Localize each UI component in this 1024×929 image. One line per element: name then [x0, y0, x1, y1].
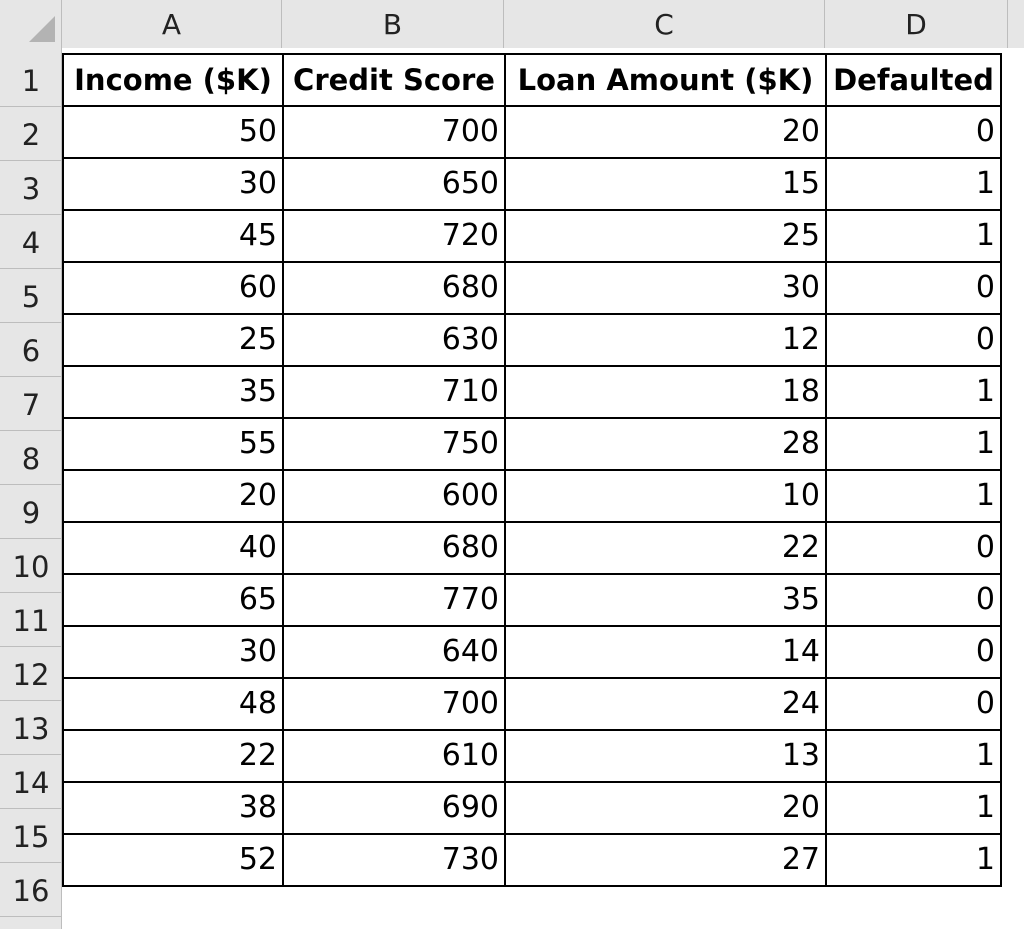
income-cell[interactable]: 48 [63, 678, 283, 730]
income-cell[interactable]: 38 [63, 782, 283, 834]
credit-score-cell[interactable]: 600 [283, 470, 505, 522]
loan-amount-cell[interactable]: 15 [505, 158, 826, 210]
row-header-4[interactable]: 4 [0, 215, 62, 269]
income-cell[interactable]: 25 [63, 314, 283, 366]
defaulted-cell[interactable]: 0 [826, 574, 1001, 626]
table-row [63, 626, 1001, 678]
credit-score-cell[interactable]: 700 [283, 106, 505, 158]
table-row [63, 730, 1001, 782]
row-header-12[interactable]: 12 [0, 647, 62, 701]
defaulted-cell[interactable]: 1 [826, 834, 1001, 886]
row-header-9[interactable]: 9 [0, 485, 62, 539]
loan-amount-cell[interactable]: 35 [505, 574, 826, 626]
table-row [63, 366, 1001, 418]
column-header-d[interactable]: D [825, 0, 1008, 48]
table-row [63, 574, 1001, 626]
loan-amount-cell[interactable]: 14 [505, 626, 826, 678]
income-cell[interactable]: 30 [63, 158, 283, 210]
credit-score-cell[interactable]: 720 [283, 210, 505, 262]
column-header-c[interactable]: C [504, 0, 825, 48]
row-header-6[interactable]: 6 [0, 323, 62, 377]
credit-score-cell[interactable]: 640 [283, 626, 505, 678]
income-cell[interactable]: 30 [63, 626, 283, 678]
column-header-b[interactable]: B [282, 0, 504, 48]
table-row [63, 522, 1001, 574]
credit-score-cell[interactable]: 710 [283, 366, 505, 418]
income-cell[interactable]: 65 [63, 574, 283, 626]
defaulted-cell[interactable]: 1 [826, 366, 1001, 418]
defaulted-cell[interactable]: 0 [826, 678, 1001, 730]
credit-score-cell[interactable]: 690 [283, 782, 505, 834]
row-header-3[interactable]: 3 [0, 161, 62, 215]
credit-score-cell[interactable]: 730 [283, 834, 505, 886]
income-cell[interactable]: 20 [63, 470, 283, 522]
row-header-16[interactable]: 16 [0, 863, 62, 917]
defaulted-cell[interactable]: 1 [826, 782, 1001, 834]
loan-amount-cell[interactable]: 30 [505, 262, 826, 314]
defaulted-cell[interactable]: 0 [826, 106, 1001, 158]
defaulted-cell[interactable]: 1 [826, 158, 1001, 210]
income-cell[interactable]: 60 [63, 262, 283, 314]
table-row [63, 782, 1001, 834]
credit-score-cell[interactable]: 630 [283, 314, 505, 366]
income-cell[interactable]: 55 [63, 418, 283, 470]
loan-amount-cell[interactable]: 13 [505, 730, 826, 782]
table-row [63, 834, 1001, 886]
table-row [63, 262, 1001, 314]
income-cell[interactable]: 50 [63, 106, 283, 158]
loan-amount-cell[interactable]: 10 [505, 470, 826, 522]
header-cell-loan-amount[interactable]: Loan Amount ($K) [505, 54, 826, 106]
defaulted-cell[interactable]: 0 [826, 314, 1001, 366]
loan-amount-cell[interactable]: 27 [505, 834, 826, 886]
credit-score-cell[interactable]: 750 [283, 418, 505, 470]
credit-score-cell[interactable]: 680 [283, 262, 505, 314]
select-all-button[interactable] [0, 0, 62, 48]
defaulted-cell[interactable]: 0 [826, 522, 1001, 574]
income-cell[interactable]: 52 [63, 834, 283, 886]
row-header-10[interactable]: 10 [0, 539, 62, 593]
defaulted-cell[interactable]: 0 [826, 626, 1001, 678]
table-row [63, 418, 1001, 470]
row-header-bar [0, 48, 62, 929]
loan-amount-cell[interactable]: 20 [505, 782, 826, 834]
row-header-15[interactable]: 15 [0, 809, 62, 863]
row-header-11[interactable]: 11 [0, 593, 62, 647]
credit-score-cell[interactable]: 680 [283, 522, 505, 574]
credit-score-cell[interactable]: 610 [283, 730, 505, 782]
income-cell[interactable]: 45 [63, 210, 283, 262]
table-row [63, 106, 1001, 158]
header-row [63, 54, 1001, 106]
row-header-14[interactable]: 14 [0, 755, 62, 809]
table-row [63, 158, 1001, 210]
table-row [63, 210, 1001, 262]
loan-amount-cell[interactable]: 12 [505, 314, 826, 366]
column-header-e-partial[interactable] [1008, 0, 1024, 48]
defaulted-cell[interactable]: 0 [826, 262, 1001, 314]
loan-amount-cell[interactable]: 25 [505, 210, 826, 262]
income-cell[interactable]: 40 [63, 522, 283, 574]
row-header-5[interactable]: 5 [0, 269, 62, 323]
row-header-13[interactable]: 13 [0, 701, 62, 755]
row-header-1[interactable]: 1 [0, 53, 62, 107]
row-header-7[interactable]: 7 [0, 377, 62, 431]
loan-amount-cell[interactable]: 28 [505, 418, 826, 470]
loan-amount-cell[interactable]: 24 [505, 678, 826, 730]
loan-amount-cell[interactable]: 20 [505, 106, 826, 158]
column-header-a[interactable]: A [62, 0, 282, 48]
defaulted-cell[interactable]: 1 [826, 210, 1001, 262]
credit-score-cell[interactable]: 650 [283, 158, 505, 210]
credit-score-cell[interactable]: 700 [283, 678, 505, 730]
table-row [63, 470, 1001, 522]
defaulted-cell[interactable]: 1 [826, 470, 1001, 522]
table-row [63, 678, 1001, 730]
row-header-8[interactable]: 8 [0, 431, 62, 485]
header-cell-defaulted[interactable]: Defaulted [826, 54, 1001, 106]
data-table [62, 53, 1002, 887]
select-all-triangle-icon [29, 16, 55, 42]
header-cell-credit-score[interactable]: Credit Score [283, 54, 505, 106]
credit-score-cell[interactable]: 770 [283, 574, 505, 626]
defaulted-cell[interactable]: 1 [826, 730, 1001, 782]
loan-amount-cell[interactable]: 22 [505, 522, 826, 574]
header-cell-income[interactable]: Income ($K) [63, 54, 283, 106]
income-cell[interactable]: 22 [63, 730, 283, 782]
income-cell[interactable]: 35 [63, 366, 283, 418]
table-row [63, 314, 1001, 366]
defaulted-cell[interactable]: 1 [826, 418, 1001, 470]
row-header-2[interactable]: 2 [0, 107, 62, 161]
loan-amount-cell[interactable]: 18 [505, 366, 826, 418]
